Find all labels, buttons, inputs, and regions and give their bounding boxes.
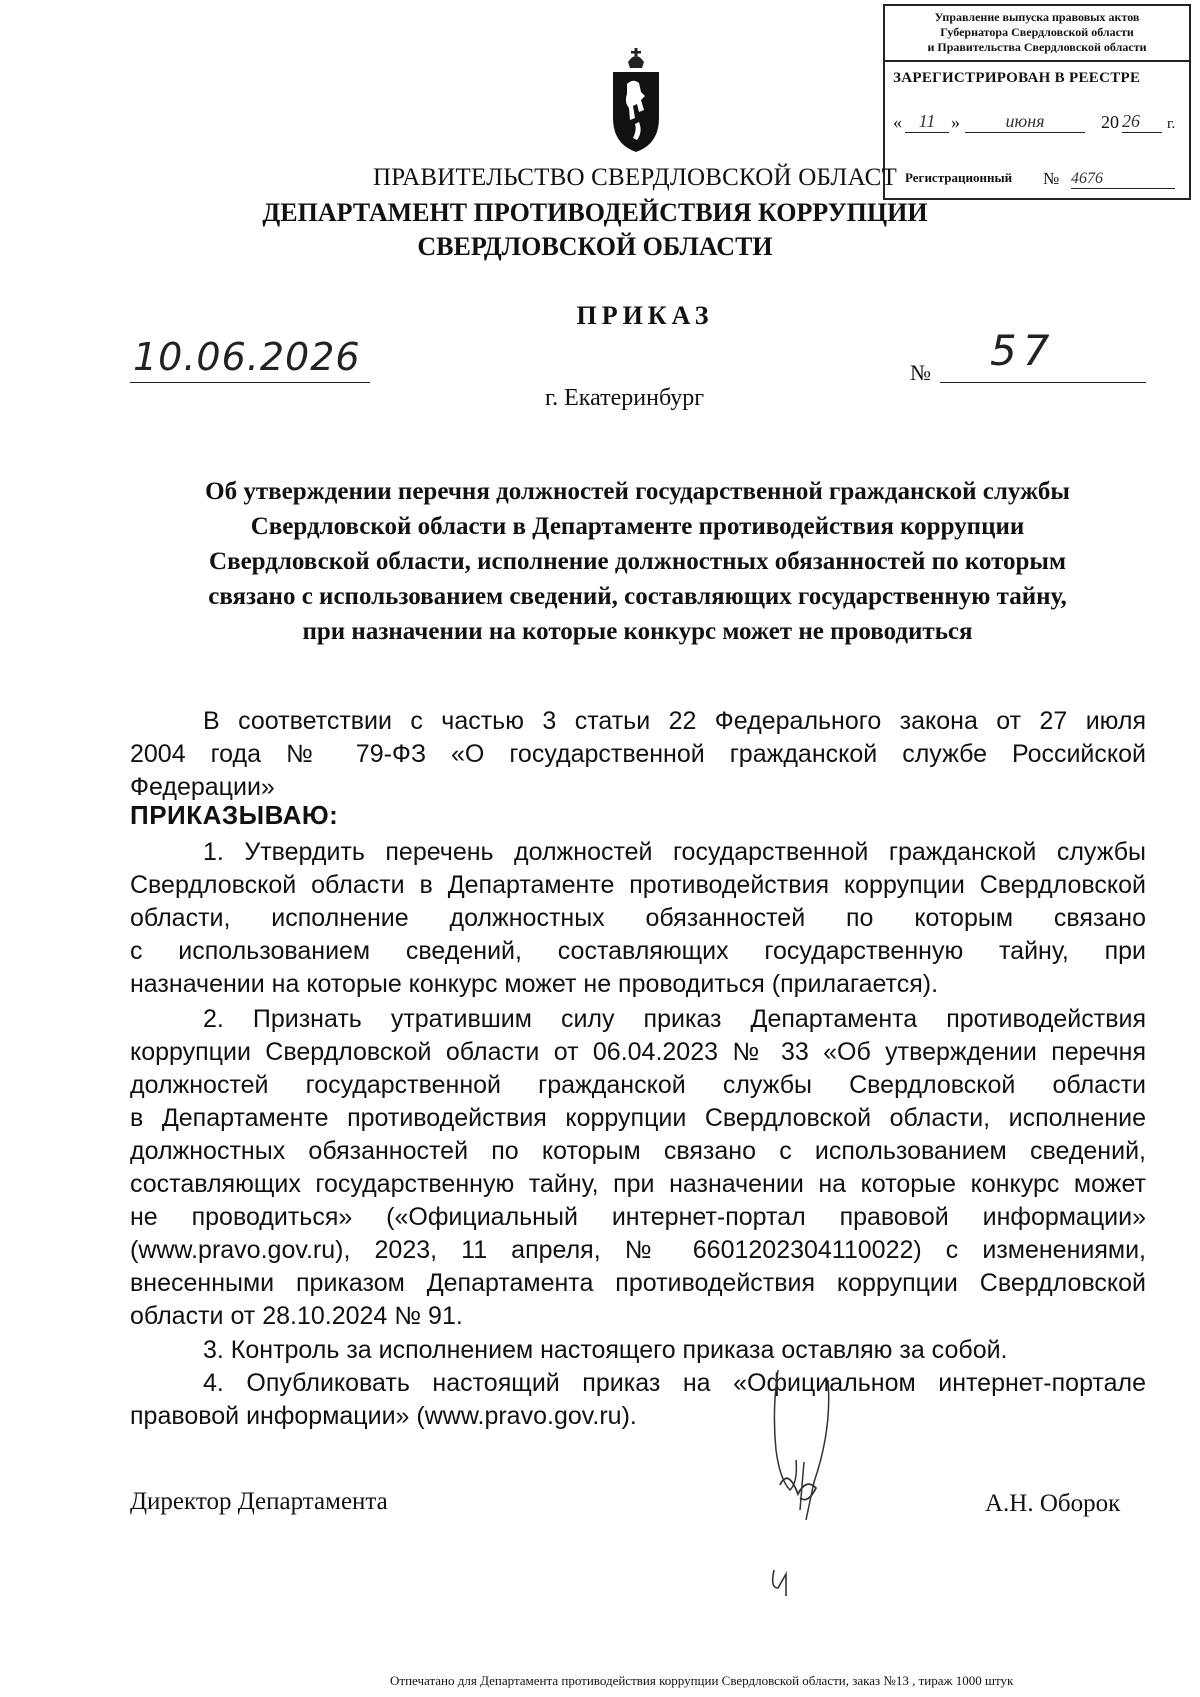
subject-line: Свердловской области в Департаменте противодействия коррупции bbox=[250, 513, 1025, 540]
subject-line: Свердловской области, исполнение должностных обязанностей по которым bbox=[209, 548, 1066, 575]
stamp-reg-number: 4676 bbox=[1071, 170, 1175, 189]
subject-line: при назначении на которые конкурс может не проводиться bbox=[302, 618, 973, 645]
stamp-quote-close: » bbox=[951, 112, 960, 132]
paragraph-line: в Департаменте противодействия коррупции Свердловской области, исполнение bbox=[130, 1104, 1146, 1132]
paragraph-line: Свердловской области в Департаменте противодействия коррупции Свердловской bbox=[130, 871, 1146, 899]
stamp-day: 11 bbox=[905, 111, 949, 133]
paragraph-line: составляющих государственную тайну, при назначении на которые конкурс может bbox=[130, 1170, 1146, 1198]
government-title: ПРАВИТЕЛЬСТВО СВЕРДЛОВСКОЙ ОБЛАСТ bbox=[373, 164, 897, 191]
paragraph-line: 2. Признать утратившим силу приказ Департамента противодействия bbox=[203, 1005, 1146, 1033]
order-date: 10.06.2026 bbox=[133, 335, 361, 379]
paragraph-line: коррупции Свердловской области от 06.04.2023 № 33 «Об утверждении перечня bbox=[130, 1038, 1146, 1066]
paragraph-line: 1. Утвердить перечень должностей государственной гражданской службы bbox=[203, 838, 1146, 866]
paragraph-line: 2004 года № 79-ФЗ «О государственной гражданской службе Российской bbox=[130, 740, 1146, 768]
paragraph-line: области, исполнение должностных обязанностей по которым связано bbox=[130, 904, 1146, 932]
paragraph-line: области от 28.10.2024 № 91. bbox=[130, 1302, 463, 1330]
number-underline bbox=[940, 382, 1146, 383]
stamp-month: июня bbox=[965, 111, 1085, 133]
paragraph-line: В соответствии с частью 3 статьи 22 Федерального закона от 27 июля bbox=[203, 707, 1146, 735]
signer-name: А.Н. Оборок bbox=[985, 1490, 1121, 1517]
paragraph-line: внесенными приказом Департамента противодействия коррупции Свердловской bbox=[130, 1269, 1146, 1297]
stamp-header bbox=[885, 6, 1189, 62]
paragraph-line: должностей государственной гражданской службы Свердловской области bbox=[130, 1071, 1146, 1099]
order-item-1 bbox=[130, 836, 1146, 1001]
order-number: 57 bbox=[990, 326, 1056, 375]
stamp-registered-label: ЗАРЕГИСТРИРОВАН В РЕЕСТРЕ bbox=[893, 70, 1141, 86]
paragraph-line: должностных обязанностей по которым связано с использованием сведений, bbox=[130, 1137, 1146, 1165]
stamp-reg-number-row bbox=[905, 163, 1185, 189]
order-item-3 bbox=[130, 1334, 1146, 1367]
department-title-line: СВЕРДЛОВСКОЙ ОБЛАСТИ bbox=[417, 232, 773, 261]
stamp-number-sign: № bbox=[1043, 169, 1060, 188]
stamp-header-line: Управление выпуска правовых актов bbox=[934, 10, 1140, 24]
order-number-sign: № bbox=[910, 360, 931, 385]
paragraph-line: не проводиться» («Официальный интернет-портал правовой информации» bbox=[130, 1203, 1146, 1231]
city: г. Екатеринбург bbox=[545, 385, 705, 411]
order-item-4 bbox=[130, 1367, 1146, 1433]
paragraph-line: назначении на которые конкурс может не проводиться (прилагается). bbox=[130, 970, 939, 998]
subject-line: Об утверждении перечня должностей государственной гражданской службы bbox=[205, 478, 1070, 505]
paragraph-line: 4. Опубликовать настоящий приказ на «Официальном интернет-портале bbox=[203, 1369, 1146, 1397]
signer-position: Директор Департамента bbox=[130, 1488, 388, 1515]
paragraph-line: (www.pravo.gov.ru), 2023, 11 апреля, № 6601202304110022) с изменениями, bbox=[130, 1236, 1146, 1264]
paragraph-line: с использованием сведений, составляющих государственную тайну, при bbox=[130, 937, 1146, 965]
paragraph-line: правовой информации» (www.pravo.gov.ru). bbox=[130, 1402, 637, 1430]
paragraph-line: 3. Контроль за исполнением настоящего приказа оставляю за собой. bbox=[203, 1336, 1008, 1364]
stamp-header-line: Губернатора Свердловской области bbox=[940, 25, 1134, 39]
stamp-year-suffix: 26 bbox=[1122, 111, 1162, 133]
legal-basis-paragraph bbox=[130, 705, 1146, 804]
print-note: Отпечатано для Департамента противодействия коррупции Свердловской области, заказ №13 , тираж 1000 штук bbox=[390, 1673, 1014, 1688]
subject-line: связано с использованием сведений, составляющих государственную тайну, bbox=[208, 583, 1067, 610]
stamp-header-line: и Правительства Свердловской области bbox=[927, 40, 1147, 54]
stamp-quote-open: « bbox=[893, 112, 902, 132]
registration-stamp bbox=[883, 4, 1191, 200]
stamp-reg-label: Регистрационный bbox=[905, 170, 1013, 185]
document-type: ПРИКАЗ bbox=[576, 301, 714, 330]
stamp-year-prefix: 20 bbox=[1101, 112, 1119, 132]
date-underline bbox=[130, 382, 370, 383]
paragraph-line: Федерации» bbox=[130, 773, 275, 801]
coat-of-arms-emblem bbox=[611, 48, 661, 152]
stamp-date bbox=[893, 107, 1185, 133]
order-item-2 bbox=[130, 1003, 1146, 1333]
order-directive-word: ПРИКАЗЫВАЮ: bbox=[130, 800, 339, 830]
stamp-year-unit: г. bbox=[1167, 116, 1176, 132]
order-subject bbox=[130, 474, 1145, 649]
department-title-line: ДЕПАРТАМЕНТ ПРОТИВОДЕЙСТВИЯ КОРРУПЦИИ bbox=[262, 198, 928, 227]
handwritten-signature bbox=[770, 1370, 890, 1600]
